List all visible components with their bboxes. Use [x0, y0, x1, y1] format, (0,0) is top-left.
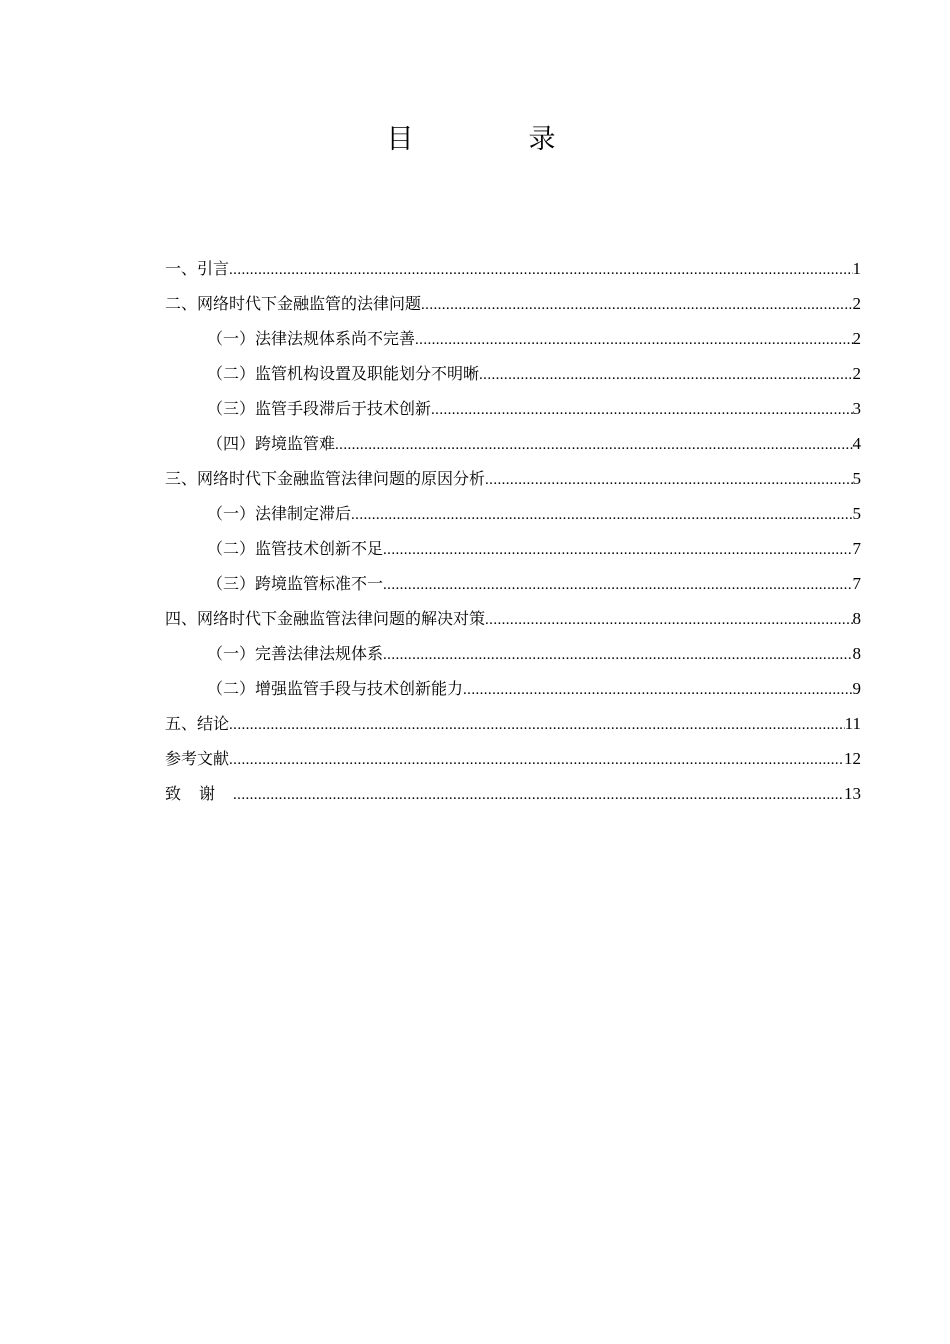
toc-entry-page: 12: [844, 749, 861, 768]
toc-entry[interactable]: [165, 636, 861, 671]
toc-entry-page: 11: [844, 714, 861, 733]
toc-entry-page: 7: [852, 539, 861, 558]
toc-entry-page: 8: [852, 609, 861, 628]
toc-entry-label: （一）完善法律法规体系: [207, 644, 384, 663]
toc-entry-page: 5: [852, 504, 861, 523]
toc-entry[interactable]: [165, 671, 861, 706]
toc-leader-dots: [351, 498, 852, 533]
toc-list: [165, 251, 861, 811]
toc-entry[interactable]: [165, 706, 861, 741]
toc-entry-page: 2: [852, 329, 861, 348]
toc-entry-label: 五、结论: [165, 714, 230, 733]
toc-entry-label: 致谢: [165, 784, 234, 803]
toc-entry[interactable]: [165, 741, 861, 776]
toc-leader-dots: [229, 708, 845, 743]
toc-entry-label: （四）跨境监管难: [207, 434, 336, 453]
toc-leader-dots: [479, 358, 852, 393]
toc-entry-page: 7: [852, 574, 861, 593]
toc-entry-page: 3: [852, 399, 861, 418]
toc-leader-dots: [431, 393, 852, 428]
toc-entry-page: 1: [852, 259, 861, 278]
toc-entry-page: 2: [852, 364, 861, 383]
toc-leader-dots: [415, 323, 852, 358]
toc-title: 目 录: [386, 124, 600, 155]
toc-entry-page: 9: [852, 679, 861, 698]
toc-entry-label: 参考文献: [165, 749, 230, 768]
toc-leader-dots: [485, 603, 852, 638]
toc-entry[interactable]: [165, 356, 861, 391]
toc-entry[interactable]: [165, 461, 861, 496]
toc-entry[interactable]: [165, 391, 861, 426]
toc-entry-label: 四、网络时代下金融监管法律问题的解决对策: [165, 609, 486, 628]
toc-entry[interactable]: [165, 496, 861, 531]
toc-entry-label: 三、网络时代下金融监管法律问题的原因分析: [165, 469, 486, 488]
toc-entry-page: 2: [852, 294, 861, 313]
toc-leader-dots: [421, 288, 852, 323]
toc-entry-page: 8: [852, 644, 861, 663]
toc-leader-dots: [229, 253, 852, 288]
toc-entry[interactable]: [165, 321, 861, 356]
toc-entry[interactable]: [165, 286, 861, 321]
toc-entry-page: 4: [852, 434, 861, 453]
toc-leader-dots: [335, 428, 852, 463]
toc-entry-page: 13: [844, 784, 861, 803]
toc-leader-dots: [383, 533, 852, 568]
toc-entry[interactable]: [165, 601, 861, 636]
toc-leader-dots: [485, 463, 852, 498]
toc-leader-dots: [463, 673, 852, 708]
toc-leader-dots: [383, 568, 852, 603]
toc-entry-page: 5: [852, 469, 861, 488]
toc-entry-label: 一、引言: [165, 259, 230, 278]
toc-entry-label: （二）监管技术创新不足: [207, 539, 384, 558]
toc-entry-label: （二）增强监管手段与技术创新能力: [207, 679, 464, 698]
toc-entry-label: （一）法律法规体系尚不完善: [207, 329, 416, 348]
toc-leader-dots: [233, 778, 844, 813]
toc-entry-label: （三）监管手段滞后于技术创新: [207, 399, 432, 418]
toc-entry[interactable]: [165, 776, 861, 811]
toc-entry-label: （二）监管机构设置及职能划分不明晰: [207, 364, 480, 383]
toc-entry-label: （一）法律制定滞后: [207, 504, 352, 523]
toc-leader-dots: [229, 743, 844, 778]
toc-entry-label: 二、网络时代下金融监管的法律问题: [165, 294, 422, 313]
toc-entry[interactable]: [165, 251, 861, 286]
toc-entry[interactable]: [165, 426, 861, 461]
toc-entry-label: （三）跨境监管标准不一: [207, 574, 384, 593]
toc-leader-dots: [383, 638, 852, 673]
toc-entry[interactable]: [165, 566, 861, 601]
toc-entry[interactable]: [165, 531, 861, 566]
